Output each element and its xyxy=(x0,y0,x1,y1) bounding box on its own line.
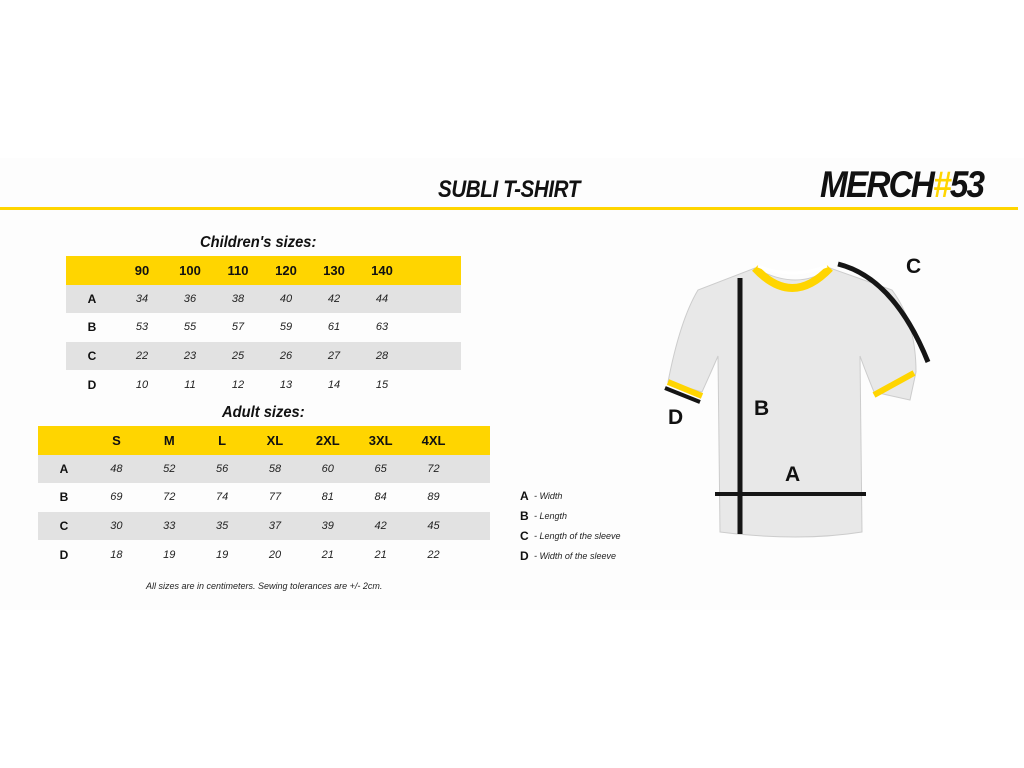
column-header: 100 xyxy=(166,256,214,285)
table-cell: 59 xyxy=(279,321,293,334)
table-cell: 21 xyxy=(321,548,334,561)
table-cell-filler xyxy=(460,483,490,512)
table-cell: 15 xyxy=(375,378,389,391)
table-row xyxy=(38,483,490,512)
row-label: D xyxy=(59,547,69,562)
collar-inner xyxy=(758,266,827,273)
table-cell: 10 xyxy=(135,378,149,391)
adult-sizes-title: Adult sizes: xyxy=(222,404,305,421)
legend-key: B xyxy=(520,509,529,523)
table-cell: 21 xyxy=(374,548,387,561)
dimension-label-b: B xyxy=(754,397,770,420)
table-row xyxy=(66,342,461,371)
table-cell: 45 xyxy=(407,512,460,541)
table-cell: 77 xyxy=(268,491,282,504)
table-row xyxy=(66,285,461,314)
table-row xyxy=(66,313,461,342)
header-divider xyxy=(0,207,1018,210)
table-cell: 30 xyxy=(90,512,143,541)
table-cell: 37 xyxy=(249,512,302,541)
column-header: XL xyxy=(249,426,302,455)
logo-text: MERCH xyxy=(820,164,934,205)
table-header-filler xyxy=(460,426,490,455)
table-cell: 25 xyxy=(214,342,262,371)
table-cell: 72 xyxy=(163,491,176,504)
dimension-label-a: A xyxy=(785,463,801,486)
table-cell: 81 xyxy=(321,491,334,504)
table-cell: 53 xyxy=(135,321,149,334)
column-header: 140 xyxy=(358,256,406,285)
legend-key: A xyxy=(520,489,529,503)
table-cell: 63 xyxy=(375,321,389,334)
table-cell: 89 xyxy=(427,491,440,504)
table-cell: 42 xyxy=(354,512,407,541)
row-label: A xyxy=(38,455,90,484)
table-cell: 40 xyxy=(262,285,310,314)
table-cell: 19 xyxy=(215,548,229,561)
table-cell: 39 xyxy=(301,512,354,541)
table-cell: 28 xyxy=(358,342,406,371)
table-cell: 69 xyxy=(110,491,123,504)
table-cell-filler xyxy=(406,313,461,342)
adult-size-table xyxy=(38,426,490,569)
dimension-label-d: D xyxy=(668,406,684,429)
table-row xyxy=(38,455,490,484)
table-cell: 11 xyxy=(184,378,196,391)
table-cell: 56 xyxy=(196,455,249,484)
legend-key: D xyxy=(520,549,529,563)
table-cell: 26 xyxy=(262,342,310,371)
table-cell: 33 xyxy=(143,512,196,541)
table-cell: 19 xyxy=(163,548,176,561)
table-cell: 13 xyxy=(279,378,293,391)
table-cell: 58 xyxy=(249,455,302,484)
column-header: 130 xyxy=(310,256,358,285)
table-header-row xyxy=(38,426,490,455)
row-label: A xyxy=(66,285,118,314)
table-cell: 57 xyxy=(231,321,245,334)
logo-hash: # xyxy=(933,164,950,205)
table-cell: 35 xyxy=(196,512,249,541)
column-header: 2XL xyxy=(301,426,354,455)
table-cell: 61 xyxy=(327,321,341,334)
tshirt-body xyxy=(668,268,916,537)
table-cell-filler xyxy=(406,285,461,314)
table-cell: 60 xyxy=(301,455,354,484)
row-label: D xyxy=(87,377,97,392)
row-label: C xyxy=(66,342,118,371)
row-label: B xyxy=(59,490,69,505)
table-cell: 14 xyxy=(327,378,341,391)
table-cell-filler xyxy=(460,455,490,484)
table-cell: 38 xyxy=(214,285,262,314)
legend-key: C xyxy=(520,529,529,543)
legend-text: - Length xyxy=(534,511,568,521)
column-header: M xyxy=(143,426,196,455)
table-row xyxy=(38,540,490,569)
table-cell: 27 xyxy=(310,342,358,371)
table-cell: 44 xyxy=(358,285,406,314)
table-cell-filler xyxy=(406,342,461,371)
table-cell: 55 xyxy=(183,321,197,334)
table-row xyxy=(38,512,490,541)
column-header: 4XL xyxy=(407,426,460,455)
table-cell: 48 xyxy=(90,455,143,484)
table-cell: 74 xyxy=(215,491,229,504)
legend-text: - Width xyxy=(534,491,563,501)
tshirt-icon xyxy=(660,250,940,550)
table-cell: 52 xyxy=(143,455,196,484)
column-header: 110 xyxy=(214,256,262,285)
row-label: B xyxy=(87,320,97,335)
table-cell: 12 xyxy=(231,378,245,391)
column-header: 120 xyxy=(262,256,310,285)
table-cell: 23 xyxy=(166,342,214,371)
table-cell-filler xyxy=(406,370,461,399)
table-row xyxy=(66,370,461,399)
table-cell: 84 xyxy=(374,491,387,504)
table-cell: 22 xyxy=(427,548,440,561)
table-cell-filler xyxy=(460,512,490,541)
legend-text: - Length of the sleeve xyxy=(534,531,621,541)
table-header-row xyxy=(66,256,461,285)
column-header: S xyxy=(90,426,143,455)
table-cell: 36 xyxy=(166,285,214,314)
table-header-corner xyxy=(38,426,90,455)
size-note: All sizes are in centimeters. Sewing tolerances are +/- 2cm. xyxy=(146,581,383,591)
table-cell: 65 xyxy=(354,455,407,484)
dimension-label-c: C xyxy=(906,255,922,278)
table-cell: 20 xyxy=(268,548,282,561)
logo-number: 53 xyxy=(949,164,984,205)
children-sizes-title: Children's sizes: xyxy=(200,234,317,251)
page-title: SUBLI T-SHIRT xyxy=(438,176,580,203)
table-cell: 18 xyxy=(110,548,123,561)
table-cell: 22 xyxy=(118,342,166,371)
children-size-table xyxy=(66,256,461,399)
legend-text: - Width of the sleeve xyxy=(534,551,616,561)
table-header-filler xyxy=(406,256,461,285)
row-label: C xyxy=(38,512,90,541)
brand-logo xyxy=(820,166,983,203)
table-cell: 42 xyxy=(310,285,358,314)
table-cell: 72 xyxy=(407,455,460,484)
table-header-corner xyxy=(66,256,118,285)
column-header: L xyxy=(196,426,249,455)
column-header: 90 xyxy=(118,256,166,285)
table-cell: 34 xyxy=(118,285,166,314)
column-header: 3XL xyxy=(354,426,407,455)
table-cell-filler xyxy=(460,540,490,569)
